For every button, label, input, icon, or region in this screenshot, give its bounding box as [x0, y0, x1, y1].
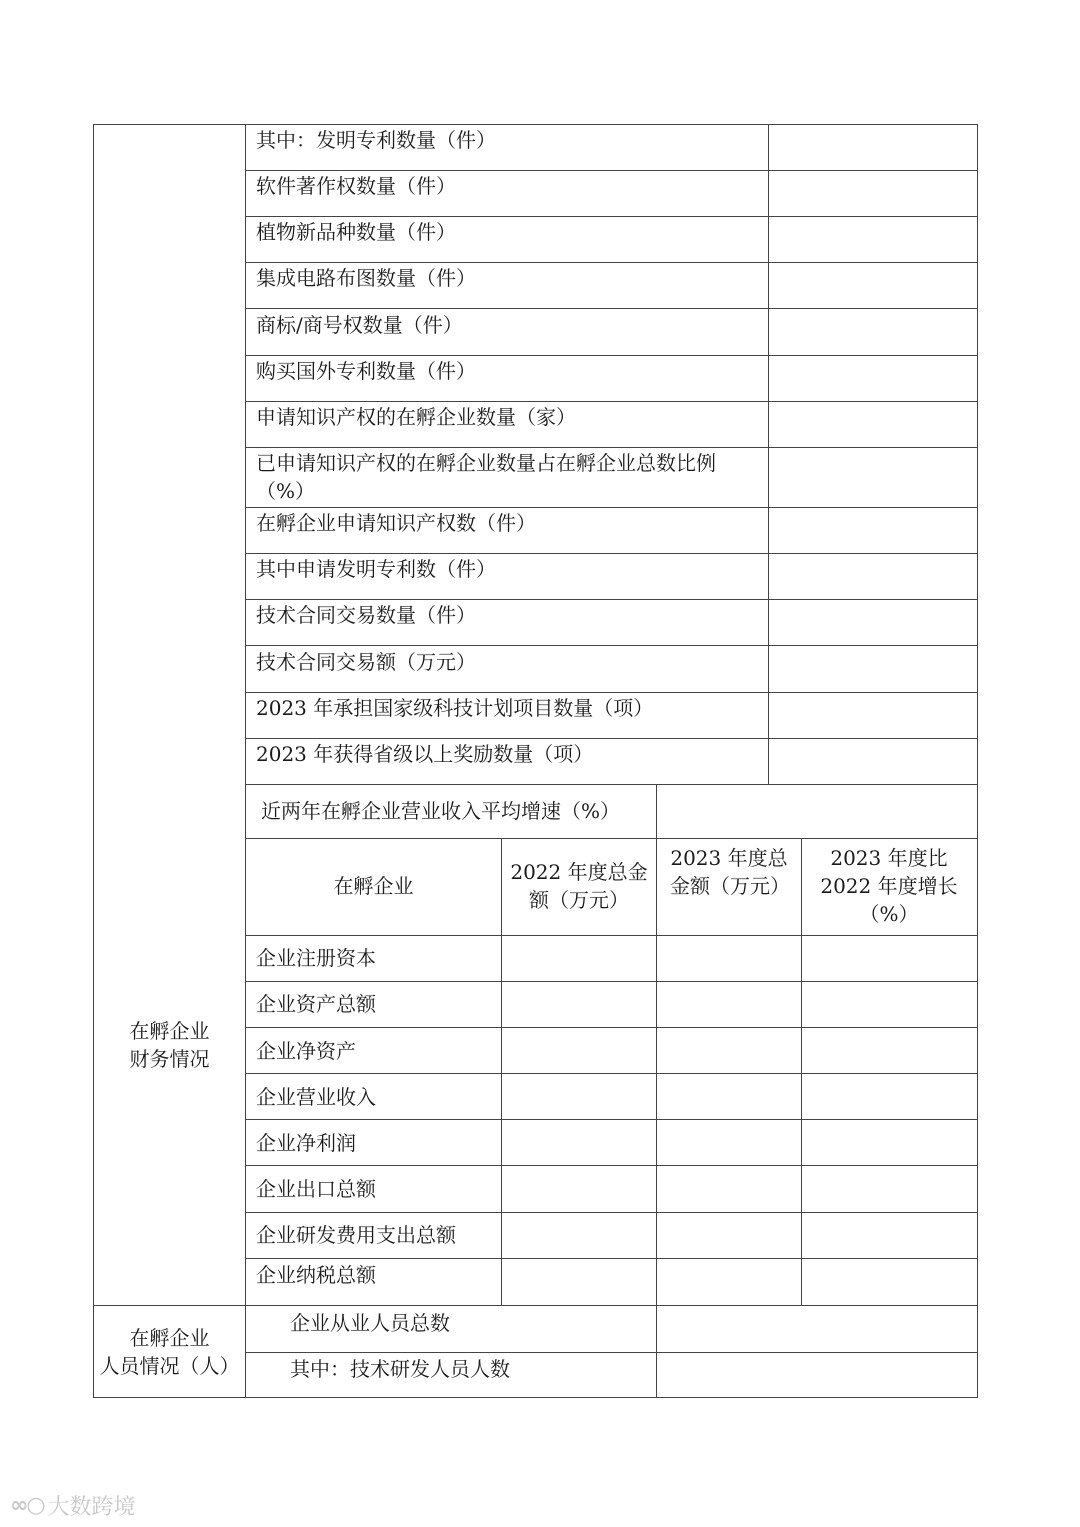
col-line — [245, 124, 246, 1398]
row-line — [245, 308, 978, 309]
ip-row-label: 植物新品种数量（件） — [256, 220, 456, 244]
row-line — [245, 170, 978, 171]
row-line — [245, 599, 978, 600]
row-line — [245, 447, 978, 448]
row-line — [245, 981, 978, 982]
col-line — [656, 1305, 657, 1397]
row-line — [245, 935, 978, 936]
row-line — [245, 784, 978, 785]
section-label-finance: 在孵企业 财务情况 — [129, 1019, 210, 1071]
row-line — [245, 216, 978, 217]
ip-row-label: 商标/商号权数量（件） — [256, 313, 463, 337]
row-line — [245, 262, 978, 263]
ip-row-label: 其中申请发明专利数（件） — [256, 557, 496, 581]
border-left — [93, 124, 94, 1398]
row-line — [245, 553, 978, 554]
finance-row-label: 企业净资产 — [256, 1039, 356, 1063]
finance-header-entity: 在孵企业 — [333, 874, 414, 898]
row-line — [245, 507, 978, 508]
border-bottom — [93, 1397, 978, 1398]
col-line — [801, 838, 802, 1305]
ip-row-label: 已申请知识产权的在孵企业数量占在孵企业总数比例（%） — [256, 451, 716, 503]
row-line — [245, 1073, 978, 1074]
personnel-row-label: 其中：技术研发人员人数 — [290, 1357, 510, 1381]
col-line — [656, 784, 657, 838]
personnel-row-label: 企业从业人员总数 — [290, 1311, 450, 1335]
ip-row-label: 技术合同交易额（万元） — [256, 650, 476, 674]
col-line — [656, 838, 657, 1305]
finance-row-label: 企业出口总额 — [256, 1177, 376, 1201]
finance-header-2022: 2022 年度总金额（万元） — [510, 860, 648, 912]
col-line — [768, 124, 769, 784]
row-line — [245, 1212, 978, 1213]
row-line — [245, 645, 978, 646]
ip-row-label: 技术合同交易数量（件） — [256, 603, 476, 627]
finance-row-label: 企业研发费用支出总额 — [256, 1223, 456, 1247]
section-label-personnel: 在孵企业 人员情况（人） — [99, 1326, 240, 1378]
col-line — [501, 838, 502, 1305]
ip-row-label: 2023 年获得省级以上奖励数量（项） — [256, 742, 594, 766]
border-right — [977, 124, 978, 1398]
row-line — [245, 692, 978, 693]
row-line — [245, 1352, 978, 1353]
finance-header-2023: 2023 年度总金额（万元） — [670, 846, 790, 898]
ip-row-label: 在孵企业申请知识产权数（件） — [256, 511, 536, 535]
ip-row-label: 购买国外专利数量（件） — [256, 359, 476, 383]
ip-row-label: 2023 年承担国家级科技计划项目数量（项） — [256, 696, 654, 720]
finance-row-label: 企业营业收入 — [256, 1085, 376, 1109]
row-line — [245, 1258, 978, 1259]
finance-row-label: 企业资产总额 — [256, 992, 376, 1016]
watermark-text: 大数跨境 — [47, 1495, 136, 1520]
row-line — [245, 1165, 978, 1166]
row-line — [245, 355, 978, 356]
growth-row-label: 近两年在孵企业营业收入平均增速（%） — [261, 799, 621, 823]
row-line — [245, 401, 978, 402]
finance-row-label: 企业净利润 — [256, 1131, 356, 1155]
ip-row-label: 集成电路布图数量（件） — [256, 266, 476, 290]
finance-row-label: 企业纳税总额 — [256, 1263, 376, 1287]
watermark-logo-icon: ∞○ — [10, 1493, 44, 1518]
row-line — [245, 738, 978, 739]
finance-header-growth: 2023 年度比 2022 年度增长（%） — [820, 846, 958, 926]
row-line — [245, 1027, 978, 1028]
border-top — [93, 124, 978, 125]
ip-row-label: 申请知识产权的在孵企业数量（家） — [256, 405, 576, 429]
ip-row-label: 其中：发明专利数量（件） — [256, 128, 496, 152]
watermark — [10, 1490, 136, 1521]
ip-row-label: 软件著作权数量（件） — [256, 174, 456, 198]
row-line — [245, 838, 978, 839]
finance-row-label: 企业注册资本 — [256, 946, 376, 970]
row-line — [245, 1119, 978, 1120]
section-divider — [93, 1305, 978, 1306]
